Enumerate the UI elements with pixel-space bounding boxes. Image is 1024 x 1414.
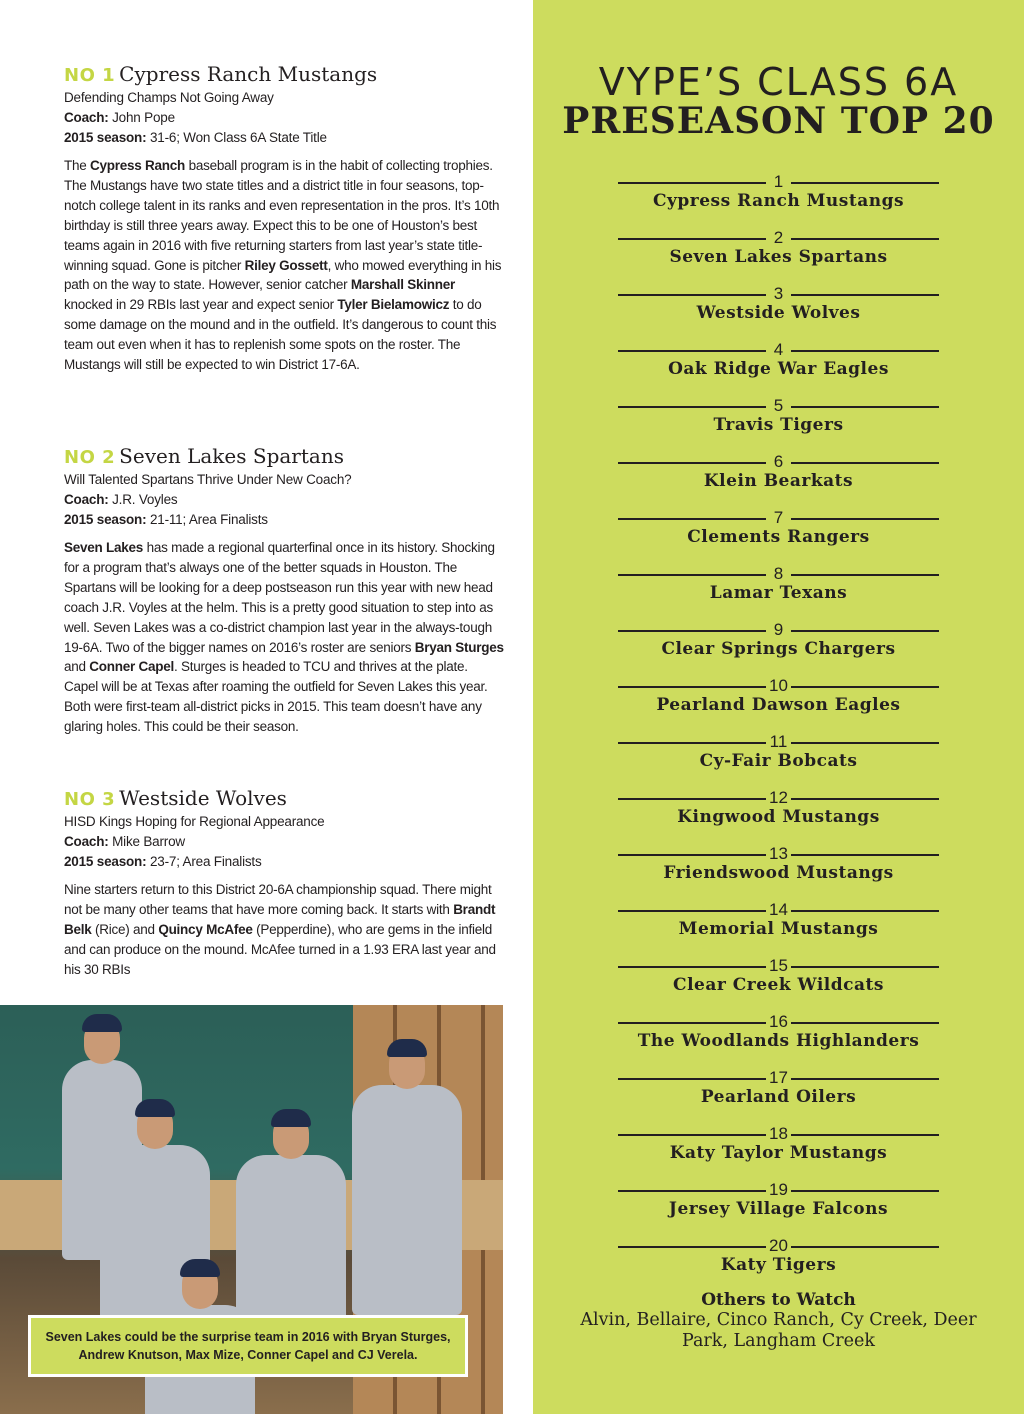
ranking-number: 10 xyxy=(769,676,788,695)
ranking-team-name: Pearland Oilers xyxy=(700,1087,857,1107)
ranking-item xyxy=(533,1180,1024,1236)
ranking-team-name: Cypress Ranch Mustangs xyxy=(652,191,905,211)
ranking-team-name: Seven Lakes Spartans xyxy=(669,247,888,267)
player-name: Brandt Belk xyxy=(64,901,496,937)
ranking-item xyxy=(533,1124,1024,1180)
ranking-number: 14 xyxy=(769,900,788,919)
ranking-number: 20 xyxy=(769,1236,788,1255)
ranking-team-name: Friendswood Mustangs xyxy=(663,863,894,883)
ranking-number: 13 xyxy=(769,844,788,863)
ranking-number: 9 xyxy=(773,620,784,639)
player-name: Quincy McAfee xyxy=(158,921,253,937)
article-coach: Coach: J.R. Voyles xyxy=(64,492,178,507)
article-rank-number: NO 2 xyxy=(64,447,116,468)
article-body: The Cypress Ranch baseball program is in the habit of collecting trophies. The Mustangs have two state titles and a district title in four seasons, top-notch college talent in its ranks and even representation in the pros. It’s 10th birthday is still three years away. Expect this to be one of Houston’s best teams again in 2016 with five returning starters from last year’s state title-winning squad. Gone is pitcher Riley Gossett, who mowed everything in his path on the way to state. However, senior catcher Marshall Skinner knocked in 29 RBIs last year and expect senior Tyler Bielamowicz to do some damage on the mound and in the outfield. It’s dangerous to count this team out even when it has to replenish some spots on the roster. The Mustangs will still be expected to win District 17-6A. xyxy=(64,158,502,373)
ranking-number: 3 xyxy=(773,284,784,303)
ranking-number: 1 xyxy=(773,172,784,191)
ranking-number: 4 xyxy=(773,340,784,359)
article-season: 2015 season: 23-7; Area Finalists xyxy=(64,854,262,869)
ranking-item xyxy=(533,340,1024,396)
ranking-item xyxy=(533,1236,1024,1292)
ranking-team-name: The Woodlands Highlanders xyxy=(637,1031,920,1051)
ranking-item xyxy=(533,284,1024,340)
article-subtitle: Will Talented Spartans Thrive Under New Coach? xyxy=(64,472,352,487)
ranking-item xyxy=(533,564,1024,620)
ranking-item xyxy=(533,844,1024,900)
ranking-item xyxy=(533,788,1024,844)
ranking-team-name: Klein Bearkats xyxy=(703,471,854,491)
article-team-name: Westside Wolves xyxy=(119,786,287,810)
player-name: Conner Capel xyxy=(89,659,175,675)
ranking-team-name: Oak Ridge War Eagles xyxy=(668,359,889,379)
article-rank-number: NO 1 xyxy=(64,65,116,86)
article-rank-number: NO 3 xyxy=(64,789,116,810)
player-name: Seven Lakes xyxy=(64,540,144,555)
others-to-watch-title: Others to Watch xyxy=(701,1290,856,1310)
ranking-number: 7 xyxy=(773,508,784,527)
article-subtitle: Defending Champs Not Going Away xyxy=(64,90,274,105)
ranking-item xyxy=(533,172,1024,228)
article-team-name: Seven Lakes Spartans xyxy=(119,444,344,468)
article-heading xyxy=(64,786,504,812)
ranking-team-name: Kingwood Mustangs xyxy=(677,807,880,827)
player-name: Cypress Ranch xyxy=(90,158,186,173)
article-heading xyxy=(64,444,504,470)
player-name: Riley Gossett xyxy=(244,257,328,273)
article-team-name: Cypress Ranch Mustangs xyxy=(119,62,378,86)
ranking-number: 2 xyxy=(773,228,784,247)
ranking-team-name: Clear Springs Chargers xyxy=(661,639,896,659)
ranking-item xyxy=(533,452,1024,508)
ranking-item xyxy=(533,508,1024,564)
sidebar-title-line1: VYPE’S CLASS 6A xyxy=(598,60,959,104)
ranking-number: 8 xyxy=(773,564,784,583)
photo-caption: Seven Lakes could be the surprise team in 2016 with Bryan Sturges, Andrew Knutson, Max Mize, Conner Capel and CJ Verela. xyxy=(28,1315,468,1377)
others-to-watch-list: Alvin, Bellaire, Cinco Ranch, Cy Creek, Deer Park, Langham Creek xyxy=(580,1310,977,1351)
ranking-item xyxy=(533,956,1024,1012)
ranking-item xyxy=(533,732,1024,788)
player-figure xyxy=(352,1085,462,1315)
ranking-item xyxy=(533,620,1024,676)
ranking-team-name: Cy-Fair Bobcats xyxy=(699,751,858,771)
ranking-team-name: Katy Taylor Mustangs xyxy=(669,1143,888,1163)
player-name: Tyler Bielamowicz xyxy=(337,297,450,313)
ranking-team-name: Travis Tigers xyxy=(713,415,844,435)
ranking-item xyxy=(533,1012,1024,1068)
ranking-number: 17 xyxy=(769,1068,788,1087)
article-coach: Coach: Mike Barrow xyxy=(64,834,185,849)
ranking-item xyxy=(533,396,1024,452)
ranking-number: 12 xyxy=(769,788,788,807)
article-subtitle: HISD Kings Hoping for Regional Appearance xyxy=(64,814,325,829)
ranking-number: 11 xyxy=(769,732,788,751)
article-season: 2015 season: 31-6; Won Class 6A State Title xyxy=(64,130,327,145)
ranking-number: 19 xyxy=(769,1180,788,1199)
article-coach: Coach: John Pope xyxy=(64,110,175,125)
ranking-item xyxy=(533,676,1024,732)
ranking-team-name: Memorial Mustangs xyxy=(678,919,879,939)
ranking-team-name: Clear Creek Wildcats xyxy=(673,975,884,995)
ranking-team-name: Lamar Texans xyxy=(709,583,848,603)
player-name: Marshall Skinner xyxy=(350,277,455,293)
player-name: Bryan Sturges xyxy=(414,639,504,655)
article-season: 2015 season: 21-11; Area Finalists xyxy=(64,512,268,527)
article-2 xyxy=(64,444,504,737)
ranking-team-name: Jersey Village Falcons xyxy=(668,1199,889,1219)
article-heading xyxy=(64,62,504,88)
ranking-item xyxy=(533,228,1024,284)
ranking-team-name: Clements Rangers xyxy=(687,527,870,547)
article-body: Nine starters return to this District 20-6A championship squad. There might not be many other teams that have more coming back. It starts with Brandt Belk (Rice) and Quincy McAfee (Pepperdine), who are gems in the infield and can produce on the mound. McAfee turned in a 1.93 ERA last year and his 30 RBIs xyxy=(64,882,496,977)
article-3 xyxy=(64,786,504,980)
ranking-team-name: Katy Tigers xyxy=(720,1255,837,1275)
ranking-team-name: Westside Wolves xyxy=(696,303,861,323)
ranking-number: 16 xyxy=(769,1012,788,1031)
ranking-item xyxy=(533,900,1024,956)
article-1 xyxy=(64,62,504,375)
sidebar-title-line2: PRESEASON TOP 20 xyxy=(562,100,995,142)
ranking-number: 6 xyxy=(773,452,784,471)
ranking-number: 15 xyxy=(769,956,788,975)
article-body: Seven Lakes has made a regional quarterfinal once in its history. Shocking for a program that’s always one of the better squads in Houston. The Spartans will be looking for a deep postseason run this year with new head coach J.R. Voyles at the helm. This is a pretty good situation to step into as well. Seven Lakes was a co-district champion last year in the always-tough 19-6A. Two of the bigger names on 2016’s roster are seniors Bryan Sturges and Conner Capel. Sturges is headed to TCU and thrives at the plate. Capel will be at Texas after roaming the outfield for Seven Lakes this year. Both were first-team all-district picks in 2015. This team doesn’t have any glaring holes. This could be their season. xyxy=(64,540,504,735)
ranking-item xyxy=(533,1068,1024,1124)
ranking-number: 18 xyxy=(769,1124,788,1143)
ranking-number: 5 xyxy=(773,396,784,415)
ranking-team-name: Pearland Dawson Eagles xyxy=(656,695,901,715)
